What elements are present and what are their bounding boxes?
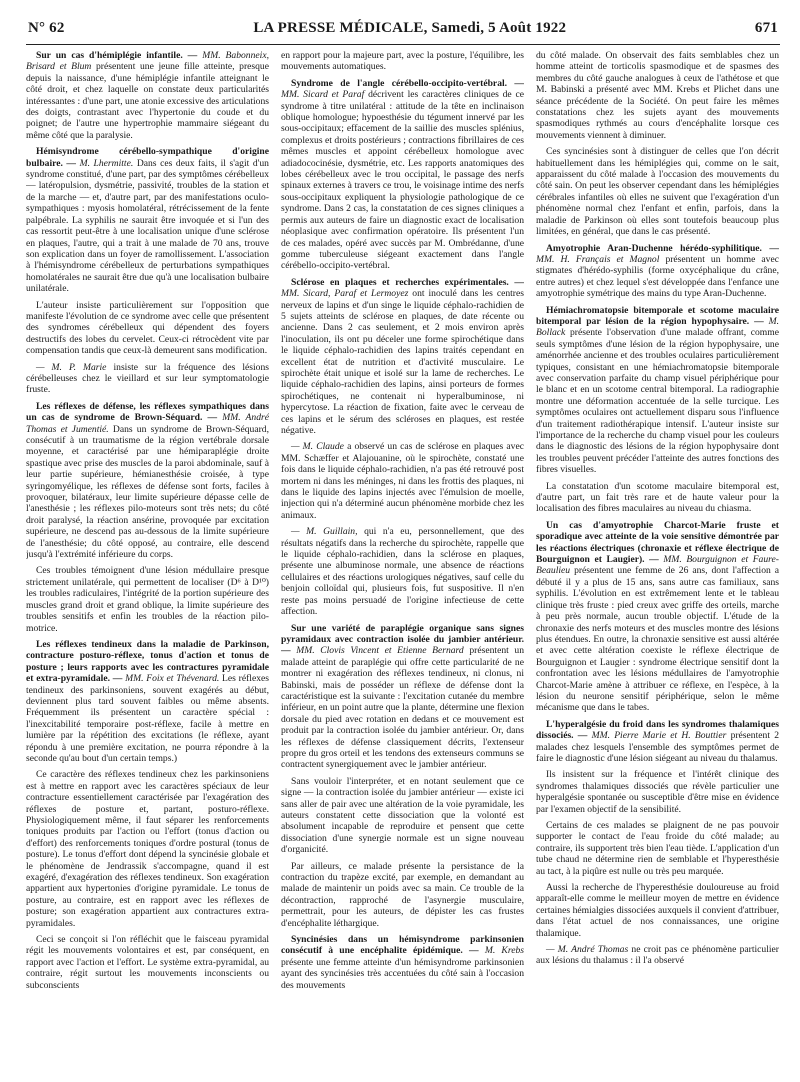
authors: MM. Clovis Vincent et Etienne Bernard <box>296 645 464 657</box>
body-text: présente l'observation d'une malade offrant, comme seuls symptômes d'une lésion de la région hypophysaire, une aménorrhée ancienne et des troubles oculaires particulièrement typiques, consistant en une hémiachromatopsie bitemporale avec conservation parfaite du champ visuel périphérique pour le blanc et en un scotome central bitemporal. La radiographie montre une déformation accentuée de la selle turcique. Les symptômes oculaires ont actuellement disparu sous l'influence d'un traitement radiothérapique intensif. L'auteur insiste sur l'importance de la recherche du champ visuel pour les couleurs dans le diagnostic des lésions de la région hypophysaire dont les troubles peuvent précéder l'atteinte des autres fonctions des fibres visuelles. <box>536 327 779 476</box>
body-text: Dans un syndrome de Brown-Séquard, consécutif à un traumatisme de la région vertébrale dorsale moyenne, et caractérisé par une hémiparaplégie droite spastique avec prise des muscles de la paroi abdominale, sauf à leur partie supérieure, hémianesthésie croisée, à type syringomyélique, les réflexes de défense sont forts, faciles à provoquer, bilatéraux, leur limite supérieure dépasse celle de l'anesthésie ; les réflexes pilo-moteurs sont très nets; du côté droit paralysé, la réaction ansérine, provoquée par excitation supérieure, ne descend pas au-dessous de la limite supérieure de l'anesthésie; du côté opposé, au contraire, elle descend jusqu'à l'extrémité inférieure du corps. <box>26 423 269 561</box>
paragraph: Ce caractère des réflexes tendineux chez les parkinsoniens est à mettre en rapport avec les caractères spéciaux de leur contracture essentiellement caractérisée par l'exagération des réflexes de posture et, partant, posturo-réflexe. Physiologiquement même, il faut séparer les renforcements toniques produits par l'action ou l'effort (tonus d'action ou d'effort) des renforcements toniques d'ordre postural (tonus de posture). Le tonus d'effort dont dépend la syncinésie globale et le phénomène de Jendrassik s'accompagne, quand il est exagéré, d'exagération des réflexes tendineux. Son exagération appartient aux hypertonies d'origine pyramidale. Le tonus de posture, au contraire, est en rapport avec les réflexes de posture; son exagération appartient aux contractures extra-pyramidales. <box>26 769 269 929</box>
authors: — M. P. Marie <box>36 361 107 373</box>
paragraph <box>281 934 524 991</box>
section-title: Amyotrophie Aran-Duchenne hérédo-syphilitique. — <box>546 242 779 254</box>
section-title: Syndrome de l'angle cérébello-occipito-vertébral. — <box>291 77 524 89</box>
body-text: a observé un cas de sclérose en plaques avec MM. Schæffer et Alajouanine, où le spirochète, constaté une fois dans le liquide céphalo-rachidien, n'a pas été retrouvé post mortem ni dans les méninges, ni dans les frottis des plaques, ni dans le liquide des lapins injectés avec l'émulsion de moelle, injection qui n'a déterminé aucun phénomène morbide chez les animaux. <box>281 441 524 521</box>
authors: MM. Bourguignon et Faure-Beaulieu <box>536 554 779 577</box>
paragraph: Ces syncinésies sont à distinguer de celles que l'on décrit habituellement dans les hémiplégies qui, comme on le sait, apparaissent du côté malade à l'occasion des mouvements du côté sain. On peut les observer cependant dans les hémiplégies cérébrales infantiles où elles ne suivent que l'exagération d'un phénomène normal chez l'enfant et enfin, parfois, dans la maladie de Parkinson où elles sont toutefois beaucoup plus limitées, en général, que dans le cas présenté. <box>536 146 779 238</box>
body-text: ne croit pas ce phénomène particulier aux lésions du thalamus : il l'a observé <box>536 944 779 967</box>
paragraph <box>281 623 524 771</box>
section-title: Hémiachromatopsie bitemporale et scotome maculaire bitemporal par lésion de la région hypophysaire. — <box>536 304 779 327</box>
authors: MM. Babonneix, Brisard et Blum <box>26 50 269 73</box>
column-3 <box>536 50 779 1074</box>
authors: M. Krebs <box>484 945 524 957</box>
paragraph: La constatation d'un scotome maculaire bitemporal est, d'autre part, un fait très rare et de haute valeur pour la localisation des fibres maculaires au niveau du chiasma. <box>536 480 779 515</box>
section-title: Sclérose en plaques et recherches expérimentales. — <box>291 276 524 288</box>
paragraph <box>536 520 779 714</box>
paragraph: Ces troubles témoignent d'une lésion médullaire presque strictement unilatérale, qui permettent de localiser (D⁶ à D¹⁰) les troubles radiculaires, l'intégrité de la portion supérieure des muscles grand droit et grand oblique, la limite supérieure des troubles sensitifs et enfin les troubles de la réaction pilo-motrice. <box>26 565 269 634</box>
paragraph: Aussi la recherche de l'hyperesthésie douloureuse au froid apparaît-elle comme le meilleur moyen de mettre en évidence certaines hémialgies dissociées auxquels il convient d'attribuer, dans l'état actuel de nos connaissances, une origine thalamique. <box>536 882 779 939</box>
paragraph <box>536 305 779 476</box>
paragraph: en rapport pour la majeure part, avec la posture, l'équilibre, les mouvements automatiques. <box>281 50 524 73</box>
paragraph: L'auteur insiste particulièrement sur l'opposition que manifeste l'évolution de ce syndrome avec celle que présentent des syndromes cérébelleux qui dépendent des foyers destructifs des lobes du cervelet. Ceux-ci rétrocèdent vite par compensation tandis que ceux-là demeurent sans modification. <box>26 299 269 357</box>
column-2 <box>281 50 524 1074</box>
paragraph <box>281 441 524 521</box>
body-text: décrivent les caractères cliniques de ce syndrome à titre unilatéral : attitude de la tête en inclinaison oblique homologue; hypoesthésie du tégument innervé par les sous-occipitaux; effacement de la saillie des muscles splénius, complexus et droits postérieurs ; contractions fibrillaires de ces mêmes muscles et appoint cérébelleux homologue avec adiadococinésie, dysmétrie, etc. Les rapports anatomiques des lobes cérébelleux avec le trou occipital, le passage des nerfs spinaux externes à travers ce trou, le voisinage intime des nerfs sous-occipitaux expliquent la physiologie pathologique de ce syndrome. Dans 2 cas, la constatation de ces signes cliniques a permis aux auteurs de faire un diagnostic exact de localisation néoplasique avec confirmation opératoire. Ils présentent l'un de ces malades, opéré avec succès par M. Ombrédanne, d'une gomme tuberculeuse siégeant exactement dans l'angle cérébello-occipito-vertébral. <box>281 89 524 272</box>
section-title: Un cas d'amyotrophie Charcot-Marie fruste et sporadique avec atteinte de la voie sensitive démontrée par les réactions électriques (chronaxie et réflexe électrique de Bourguignon et Laugier). — <box>536 519 779 566</box>
page-header <box>28 20 778 44</box>
section-title: Les réflexes de défense, les réflexes sympathiques dans un cas de syndrome de Brown-Séquard. — <box>26 400 269 424</box>
authors: M. Lhermitte. <box>79 157 134 169</box>
paragraph <box>26 50 269 141</box>
authors: MM. H. Français et Magnol <box>536 253 660 265</box>
paragraph: Sans vouloir l'interpréter, et en notant seulement que ce signe — la contraction isolée du jambier antérieur — existe ici sans aller de pair avec une altération de la voie pyramidale, les auteurs constatent cette dissociation que la volonté est absolument incapable de reproduire et pensent que cette dissociation d'une synergie normale est un signe nouveau d'organicité. <box>281 775 524 856</box>
authors: MM. Sicard et Paraf <box>281 89 365 101</box>
paragraph: Par ailleurs, ce malade présente la persistance de la contraction du trapèze excité, par exemple, en demandant au malade de maintenir un poids avec sa main. Ce trouble de la décontraction, rapproché de l'asynergie musculaire, permettrait, pour les auteurs, de dépister les cas frustes d'encéphalite léthargique. <box>281 860 524 929</box>
paragraph <box>26 401 269 561</box>
body-text: présente une femme atteinte d'un hémisyndrome parkinsonien ayant des syncinésies très accentuées du côté sain à l'occasion des mouvements <box>281 956 524 991</box>
journal-title: LA PRESSE MÉDICALE, Samedi, 5 Août 1922 <box>253 20 567 36</box>
body-text: présentent un malade atteint de paraplégie qui offre cette particularité de ne montrer ni exagération des réflexes tendineux, ni clonus, ni Babinski, mais de posséder un réflexe de défense dont la caractéristique est la suivante : l'excitation cutanée du membre inférieur, en un point autre que la plante, détermine une flexion dorsale du pied avec rotation en dedans et ce mouvement est produit par la contraction isolée du jambier antérieur. Or, dans les réflexes de défense classiquement décrits, l'extenseur propre du gros orteil et les tendons des extenseurs communs se contractent synergiquement avec le jambier antérieur. <box>281 645 524 771</box>
authors: MM. Pierre Marie et H. Bouttier <box>591 730 727 742</box>
body-text: insiste sur la fréquence des lésions cérébelleuses chez le vieillard et sur leur symptomatologie fruste. <box>26 361 269 396</box>
body-text: Les réflexes tendineux des parkinsoniens, souvent exagérés au début, deviennent plus tard souvent faibles ou même absents. Fréquemment ils présentent un caractère spécial : l'inexcitabilité temporaire post-réflexe, facile à mettre en lumière par la répétition des excitations (le réflexe, ayant répondu à une première excitation, ne pourra répondre à la seconde qu'au bout d'un certain temps.) <box>26 673 269 764</box>
authors: MM. André Thomas et Jumentié. <box>26 412 269 435</box>
section-title: Sur un cas d'hémiplégie infantile. — <box>36 50 198 61</box>
section-title: Sur une variété de paraplégie organique sans signes pyramidaux avec contraction isolée du jambier antérieur. — <box>281 622 524 657</box>
body-text: ont inoculé dans les centres nerveux de lapins et d'un singe le liquide céphalo-rachidien de 5 sujets atteints de sclérose en plaques, de date récente ou ancienne. Dans 2 cas seulement, et 2 mois environ après l'inoculation, ils ont pu déceler une forme spirochétique dans le liquide céphalo-rachidien des lapins traités cependant en excellent état de nutrition et d'activité musculaire. Le spirochète était unique et isolé sur la lame de recherches. Le liquide céphalo-rachidien des lapins, ainsi porteurs de formes spirochétiques, ne contenait ni hyperalbuminose, ni hypercytose. La réaction de fixation, faite avec le cerveau de ces lapins et le sérum des scléroses en plaques, est restée négative. <box>281 288 524 436</box>
authors: — M. Claude <box>291 441 344 453</box>
paragraph <box>26 362 269 396</box>
paragraph <box>26 146 269 294</box>
body-text: qui n'a eu, personnellement, que des résultats négatifs dans la recherche du spirochète, rappelle que le liquide céphalo-rachidien, dans la sclérose en plaques, présente une albuminose normale, une absence de réactions cellulaires et des réactions urologiques négatives, sauf celle du benjoin colloïdal qui, plusieurs fois, fut suspositive. Il n'en reste pas moins persuadé de l'origine infectieuse de cette affection. <box>281 526 524 618</box>
authors: — M. André Thomas <box>546 944 629 956</box>
section-title: Hémisyndrome cérébello-sympathique d'origine bulbaire. — <box>26 146 269 169</box>
section-title: Syncinésies dans un hémisyndrome parkinsonien consécutif à une encéphalite épidémique. — <box>281 934 524 957</box>
authors: — M. Guillain, <box>291 526 358 538</box>
paragraph <box>26 639 269 764</box>
page-number: 671 <box>754 20 778 36</box>
paragraph: du côté malade. On observait des faits semblables chez un homme atteint de torticolis spasmodique et de spasmes des membres du côté gauche analogues à ceux de l'athétose et que M. Babinski a présenté avec MM. Krebs et Plichet dans une séance précédente de la Société. On peut faire les mêmes constatations chez les sujets ayant des mouvements spasmodiques rythmés au cours d'encéphalite lorsque ces mouvements viennent à diminuer. <box>536 50 779 141</box>
paragraph: Ils insistent sur la fréquence et l'intérêt clinique des syndromes thalamiques dissociés que révèle particulier une hyperalgésie spontanée ou susceptible d'être mise en évidence par l'examen objectif de la sensibilité. <box>536 769 779 815</box>
body-text: Dans ces deux faits, il s'agit d'un syndrome constitué, d'une part, par des symptômes cérébelleux — latéropulsion, dysmétrie, passivité, troubles de la station et de la marche — et, d'autre part, par des manifestations oculo-sympathiques : myosis homolatéral, rétrécissement de la fente palpébrale. La syphilis ne saurait être invoquée et si l'un des cas ressortit peut-être à une localisation unique d'une sclérose en plaques, l'autre, qui a trait à une malade de 70 ans, trouve son explication dans un foyer de ramollissement. L'association à l'hémisyndrome cérébelleux de perturbations sympathiques homolatérales ne saurait être due qu'à une localisation bulbaire unilatérale. <box>26 157 269 295</box>
paragraph <box>536 944 779 967</box>
header-rule <box>26 44 780 45</box>
column-1 <box>26 50 269 1074</box>
paragraph <box>536 243 779 300</box>
body-text: présentent une jeune fille atteinte, presque depuis la naissance, d'une hémiplégie infantile atteignant le côté droit, et chez laquelle on constate deux particularités intéressantes : d'une part, une atonie excessive des articulations des doigts, contrastant avec l'hypertonie du coude et du poignet; de l'autre une hypertrophie mammaire siégeant du même côté que la paralysie. <box>26 61 269 141</box>
body-text: présentent un homme avec stigmates d'hérédo-syphilis (forme oxycéphalique du crâne, entre autres) et chez lequel s'est développée dans l'enfance une amyotrophie symétrique des mains du type Aran-Duchenne. <box>536 253 779 300</box>
body-text: présentent une femme de 26 ans, dont l'affection a débuté il y a plus de 15 ans, sans autre cas familiaux, sans syphilis. L'évolution en est extrêmement lente et le tableau clinique très fruste : pied creux avec griffe des orteils, marche à peu près normale, aucun trouble objectif. L'étude de la chronaxie des nerfs moteurs et des muscles montre des lésions plus étendues. En outre, la chronaxie sensitive est aussi altérée et avec cette altération coexiste le réflexe électrique de Bourguignon et Laugier : syndrome électrique sensitif dont la confrontation avec les lésions médullaires de l'amyotrophie Charcot-Marie amène à attribuer ce réflexe, en l'espèce, à la lésion du neurone sensitif périphérique, selon le même mécanisme que dans le tabes. <box>536 565 779 714</box>
paragraph <box>281 277 524 437</box>
section-title: Les réflexes tendineux dans la maladie de Parkinson, contracture posturo-réflexe, tonus d'action et tonus de posture ; leurs rapports avec les contractures pyramidale et extra-pyramidale. — <box>26 638 269 685</box>
paragraph: Ceci se conçoit si l'on réfléchit que le faisceau pyramidal régit les mouvements volontaires et est, par conséquent, en rapport avec l'action et l'effort. Le système extra-pyramidal, au contraire, régit surtout les mouvements inconscients ou subconscients <box>26 934 269 991</box>
paragraph <box>281 526 524 617</box>
authors: MM. Sicard, Paraf et Lermoyez <box>281 288 409 300</box>
section-title: L'hyperalgésie du froid dans les syndromes thalamiques dissociés. — <box>536 718 779 742</box>
body-text: présentent 2 malades chez lesquels l'ensemble des symptômes permet de faire le diagnostic d'une lésion siégeant au niveau du thalamus. <box>536 730 779 764</box>
paragraph: Certains de ces malades se plaignent de ne pas pouvoir supporter le contact de l'eau froide du côté malade; au contraire, ils supportent très bien l'eau tiède. L'application d'un tube chaud ne détermine rien de semblable et l'hyperesthésie au tact, à la piqûre est nulle ou très peu marquée. <box>536 820 779 877</box>
authors: M. Bollack <box>536 315 779 339</box>
text-columns <box>26 50 780 1074</box>
paragraph <box>281 78 524 272</box>
authors: MM. Foix et Thévenard. <box>125 673 220 685</box>
paragraph <box>536 719 779 765</box>
issue-number: N° 62 <box>28 20 65 36</box>
